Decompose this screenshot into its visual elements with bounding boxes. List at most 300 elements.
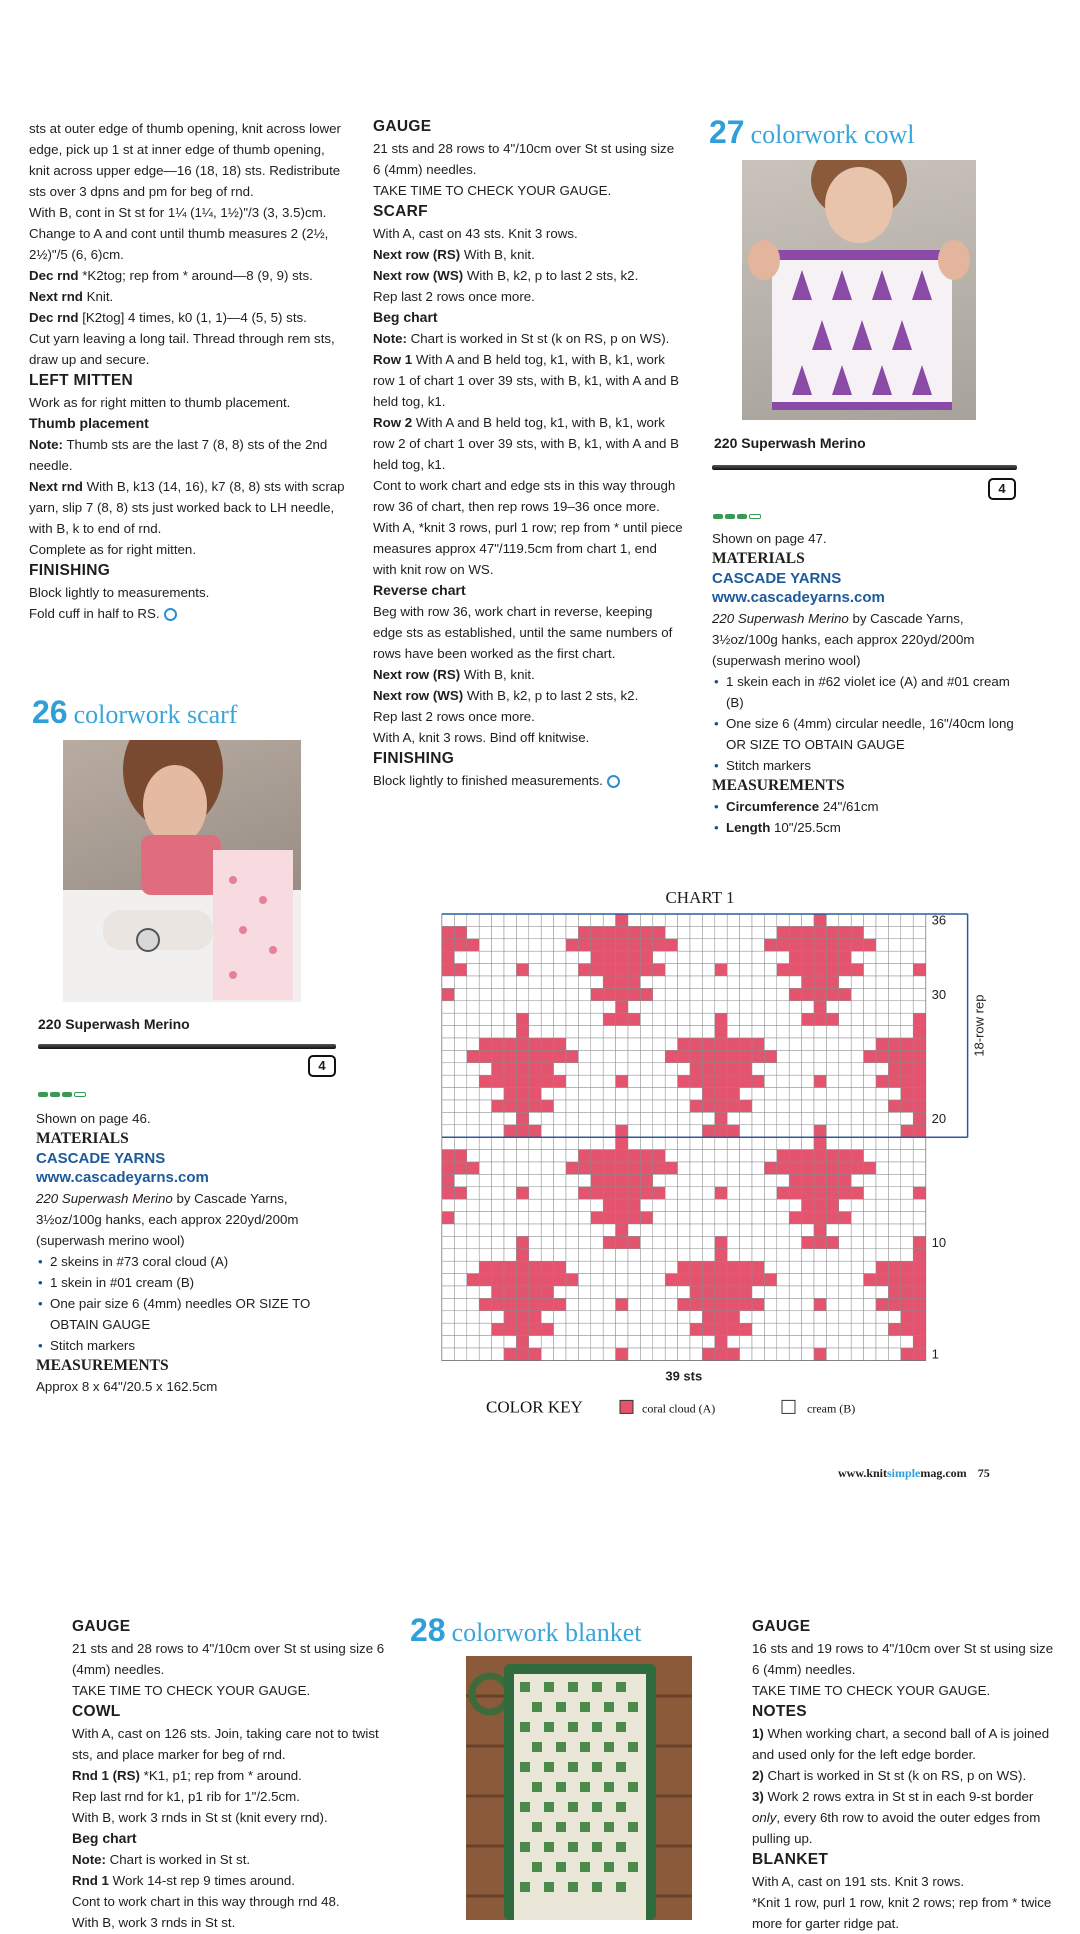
chart-cell bbox=[901, 1174, 913, 1186]
chart-cell bbox=[888, 1199, 900, 1211]
chart-cell bbox=[864, 1187, 876, 1199]
chart-cell bbox=[616, 988, 628, 1000]
chart-cell bbox=[665, 1336, 677, 1348]
chart-cell bbox=[702, 951, 714, 963]
chart-cell bbox=[653, 1162, 665, 1174]
chart-cell bbox=[616, 1026, 628, 1038]
chart-cell bbox=[492, 1026, 504, 1038]
chart-cell bbox=[578, 926, 590, 938]
chart-cell bbox=[802, 1298, 814, 1310]
label: 1) bbox=[752, 1726, 764, 1741]
chart-cell bbox=[888, 1100, 900, 1112]
chart-cell bbox=[454, 1162, 466, 1174]
label: Next row (RS) bbox=[373, 667, 461, 682]
chart-cell bbox=[913, 1336, 925, 1348]
chart-cell bbox=[454, 1075, 466, 1087]
chart-cell bbox=[529, 1150, 541, 1162]
chart-cell bbox=[541, 1100, 553, 1112]
brand-url[interactable]: www.cascadeyarns.com bbox=[36, 1169, 209, 1186]
materials-list bbox=[712, 671, 1024, 776]
chart-cell bbox=[442, 1323, 454, 1335]
chart-cell bbox=[864, 1249, 876, 1261]
chart-cell bbox=[516, 1224, 528, 1236]
chart-cell bbox=[690, 1236, 702, 1248]
paragraph: TAKE TIME TO CHECK YOUR GAUGE. bbox=[752, 1683, 991, 1698]
chart-cell bbox=[814, 939, 826, 951]
chart-cell bbox=[702, 1298, 714, 1310]
chart-cell bbox=[814, 1100, 826, 1112]
chart-cell bbox=[876, 1298, 888, 1310]
chart-cell bbox=[554, 1100, 566, 1112]
subheading: Beg chart bbox=[373, 309, 438, 325]
chart-cell bbox=[665, 1286, 677, 1298]
chart-cell bbox=[690, 1026, 702, 1038]
chart-cell bbox=[479, 1125, 491, 1137]
chart-cell bbox=[467, 964, 479, 976]
chart-cell bbox=[888, 951, 900, 963]
chart-cell bbox=[479, 1088, 491, 1100]
chart-cell bbox=[578, 1075, 590, 1087]
chart-cell bbox=[789, 1075, 801, 1087]
chart-cell bbox=[640, 1050, 652, 1062]
chart-cell bbox=[864, 1236, 876, 1248]
chart-cell bbox=[913, 914, 925, 926]
chart-cell bbox=[578, 1001, 590, 1013]
chart-cell bbox=[678, 1125, 690, 1137]
chart-cell bbox=[851, 1150, 863, 1162]
chart-cell bbox=[541, 976, 553, 988]
chart-cell bbox=[913, 1199, 925, 1211]
chart-cell bbox=[640, 1336, 652, 1348]
chart-cell bbox=[802, 1212, 814, 1224]
chart-cell bbox=[876, 1038, 888, 1050]
chart-cell bbox=[454, 1199, 466, 1211]
chart-cell bbox=[566, 1013, 578, 1025]
text: Chart is worked in St st. bbox=[105, 1852, 251, 1867]
chart-cell bbox=[653, 1088, 665, 1100]
chart-cell bbox=[454, 1323, 466, 1335]
chart-cell bbox=[628, 1050, 640, 1062]
chart-cell bbox=[554, 1224, 566, 1236]
chart-cell bbox=[454, 1125, 466, 1137]
chart-cell bbox=[566, 1100, 578, 1112]
chart-cell bbox=[591, 976, 603, 988]
chart-cell bbox=[504, 1150, 516, 1162]
chart-cell bbox=[665, 1026, 677, 1038]
chart-cell bbox=[764, 914, 776, 926]
chart-cell bbox=[516, 1274, 528, 1286]
chart-cell bbox=[740, 1261, 752, 1273]
chart-cell bbox=[752, 1137, 764, 1149]
chart-cell bbox=[516, 1050, 528, 1062]
chart-cell bbox=[628, 914, 640, 926]
chart-cell bbox=[603, 1100, 615, 1112]
paragraph: TAKE TIME TO CHECK YOUR GAUGE. bbox=[72, 1683, 311, 1698]
label: Circumference bbox=[726, 799, 820, 814]
chart-cell bbox=[516, 1112, 528, 1124]
paragraph: Block lightly to measurements. bbox=[29, 585, 210, 600]
chart-cell bbox=[888, 1348, 900, 1360]
chart-cell bbox=[479, 1298, 491, 1310]
chart-cell bbox=[454, 1001, 466, 1013]
chart-cell bbox=[851, 1013, 863, 1025]
chart-cell bbox=[529, 976, 541, 988]
chart-cell bbox=[578, 1174, 590, 1186]
chart-cell bbox=[752, 1187, 764, 1199]
chart-cell bbox=[479, 1112, 491, 1124]
chart-cell bbox=[901, 1038, 913, 1050]
brand-url[interactable]: www.cascadeyarns.com bbox=[712, 589, 885, 606]
chart-cell bbox=[591, 1100, 603, 1112]
chart-cell bbox=[690, 1075, 702, 1087]
chart-cell bbox=[467, 976, 479, 988]
chart-cell bbox=[876, 1261, 888, 1273]
chart-cell bbox=[690, 1311, 702, 1323]
chart-cell bbox=[529, 1298, 541, 1310]
chart-cell bbox=[554, 1050, 566, 1062]
chart-cell bbox=[616, 1286, 628, 1298]
chart-cell bbox=[442, 1348, 454, 1360]
chart-cell bbox=[665, 1298, 677, 1310]
chart-cell bbox=[628, 1261, 640, 1273]
chart-cell bbox=[901, 1323, 913, 1335]
chart-cell bbox=[826, 1112, 838, 1124]
chart-cell bbox=[864, 1162, 876, 1174]
chart-cell bbox=[479, 1249, 491, 1261]
chart-cell bbox=[640, 1261, 652, 1273]
chart-cell bbox=[826, 1038, 838, 1050]
chart-cell bbox=[864, 1001, 876, 1013]
chart-cell bbox=[665, 964, 677, 976]
chart-cell bbox=[888, 1063, 900, 1075]
chart-cell bbox=[467, 1274, 479, 1286]
chart-cell bbox=[516, 1001, 528, 1013]
chart-cell bbox=[851, 1162, 863, 1174]
chart-cell bbox=[764, 926, 776, 938]
chart-cell bbox=[591, 988, 603, 1000]
chart-cell bbox=[826, 1336, 838, 1348]
chart-cell bbox=[789, 1286, 801, 1298]
chart-cell bbox=[876, 1286, 888, 1298]
chart-cell bbox=[740, 1162, 752, 1174]
chart-cell bbox=[690, 914, 702, 926]
chart-cell bbox=[554, 914, 566, 926]
chart-cell bbox=[516, 1298, 528, 1310]
chart-cell bbox=[504, 988, 516, 1000]
chart-cell bbox=[541, 1212, 553, 1224]
chart-cell bbox=[653, 914, 665, 926]
chart-cell bbox=[789, 1088, 801, 1100]
chart-cell bbox=[764, 1013, 776, 1025]
chart-cell bbox=[516, 988, 528, 1000]
chart-cell bbox=[888, 1187, 900, 1199]
chart-cell bbox=[678, 1323, 690, 1335]
chart-cell bbox=[578, 1261, 590, 1273]
chart-cell bbox=[876, 1162, 888, 1174]
chart-cell bbox=[479, 1001, 491, 1013]
chart-cell bbox=[789, 1063, 801, 1075]
chart-cell bbox=[839, 1026, 851, 1038]
chart-cell bbox=[628, 1249, 640, 1261]
chart-cell bbox=[864, 1150, 876, 1162]
chart-cell bbox=[802, 1162, 814, 1174]
chart-cell bbox=[740, 1199, 752, 1211]
chart-cell bbox=[888, 988, 900, 1000]
chart-cell bbox=[802, 914, 814, 926]
chart-cell bbox=[764, 988, 776, 1000]
chart-cell bbox=[777, 1150, 789, 1162]
chart-cell bbox=[591, 1038, 603, 1050]
chart-cell bbox=[901, 1212, 913, 1224]
chart-cell bbox=[740, 1348, 752, 1360]
chart-cell bbox=[603, 939, 615, 951]
legend-label: coral cloud (A) bbox=[642, 1401, 716, 1416]
chart-cell bbox=[826, 1261, 838, 1273]
paragraph: Cut yarn leaving a long tail. Thread through rem sts, draw up and secure. bbox=[29, 331, 335, 367]
chart-cell bbox=[789, 1112, 801, 1124]
chart-cell bbox=[752, 1150, 764, 1162]
chart-cell bbox=[504, 1249, 516, 1261]
chart-cell bbox=[826, 1249, 838, 1261]
chart-cell bbox=[777, 1261, 789, 1273]
chart-cell bbox=[814, 1212, 826, 1224]
chart-cell bbox=[802, 1311, 814, 1323]
chart-cell bbox=[529, 1100, 541, 1112]
chart-cell bbox=[529, 939, 541, 951]
chart-cell bbox=[678, 1013, 690, 1025]
chart-cell bbox=[442, 1199, 454, 1211]
materials-heading: MATERIALS bbox=[36, 1130, 129, 1147]
chart-cell bbox=[851, 1336, 863, 1348]
chart-cell bbox=[640, 1100, 652, 1112]
chart-cell bbox=[541, 1336, 553, 1348]
text: [K2tog] 4 times, k0 (1, 1)—4 (5, 5) sts. bbox=[78, 310, 307, 325]
chart-cell bbox=[467, 1298, 479, 1310]
chart-cell bbox=[591, 1249, 603, 1261]
chart-cell bbox=[578, 1323, 590, 1335]
chart-cell bbox=[591, 1261, 603, 1273]
chart-cell bbox=[913, 964, 925, 976]
bottom-right-column bbox=[752, 1616, 1060, 1934]
chart-cell bbox=[516, 939, 528, 951]
chart-cell bbox=[777, 1212, 789, 1224]
chart-cell bbox=[702, 1050, 714, 1062]
chart-cell bbox=[913, 1274, 925, 1286]
paragraph bbox=[373, 685, 683, 706]
chart-cell bbox=[566, 1249, 578, 1261]
chart-cell bbox=[566, 951, 578, 963]
chart-cell bbox=[764, 1348, 776, 1360]
chart-cell bbox=[566, 1174, 578, 1186]
chart-cell bbox=[529, 964, 541, 976]
chart-cell bbox=[777, 1125, 789, 1137]
chart-cell bbox=[777, 1274, 789, 1286]
scarf-materials bbox=[36, 1108, 346, 1397]
chart-cell bbox=[764, 1125, 776, 1137]
chart-cell bbox=[913, 1125, 925, 1137]
chart-cell bbox=[504, 1137, 516, 1149]
chart-cell bbox=[467, 1224, 479, 1236]
chart-cell bbox=[603, 1088, 615, 1100]
chart-cell bbox=[504, 1075, 516, 1087]
row-label: 20 bbox=[931, 1110, 947, 1126]
chart-cell bbox=[467, 1112, 479, 1124]
chart-cell bbox=[789, 1162, 801, 1174]
list-item bbox=[726, 817, 1024, 838]
chart-cell bbox=[578, 1199, 590, 1211]
chart-cell bbox=[665, 1001, 677, 1013]
chart-cell bbox=[901, 1236, 913, 1248]
chart-cell bbox=[740, 1001, 752, 1013]
chart-cell bbox=[802, 1137, 814, 1149]
chart-cell bbox=[702, 1088, 714, 1100]
chart-cell bbox=[504, 1274, 516, 1286]
chart-cell bbox=[752, 1323, 764, 1335]
chart-cell bbox=[814, 1013, 826, 1025]
chart-cell bbox=[566, 1236, 578, 1248]
chart-cell bbox=[529, 1112, 541, 1124]
repeat-label: 18-row rep bbox=[971, 994, 987, 1057]
chart-cell bbox=[752, 1013, 764, 1025]
chart-cell bbox=[516, 1125, 528, 1137]
chart-cell bbox=[591, 1224, 603, 1236]
chart-cell bbox=[603, 1236, 615, 1248]
chart-cell bbox=[492, 1063, 504, 1075]
chart-cell bbox=[541, 951, 553, 963]
chart-cell bbox=[802, 1336, 814, 1348]
chart-cell bbox=[690, 976, 702, 988]
chart-cell bbox=[541, 1026, 553, 1038]
chart-cell bbox=[715, 1336, 727, 1348]
chart-cell bbox=[454, 1249, 466, 1261]
chart-cell bbox=[504, 1261, 516, 1273]
chart-cell bbox=[702, 1001, 714, 1013]
chart-cell bbox=[640, 1162, 652, 1174]
chart-cell bbox=[864, 988, 876, 1000]
paragraph: 16 sts and 19 rows to 4"/10cm over St st using size 6 (4mm) needles. bbox=[752, 1641, 1054, 1677]
chart-cell bbox=[628, 1001, 640, 1013]
chart-cell bbox=[529, 1013, 541, 1025]
chart-cell bbox=[851, 1298, 863, 1310]
chart-cell bbox=[901, 1224, 913, 1236]
chart-cell bbox=[653, 1150, 665, 1162]
chart-cell bbox=[752, 1125, 764, 1137]
chart-cell bbox=[640, 1311, 652, 1323]
chart-cell bbox=[851, 1348, 863, 1360]
chart-cell bbox=[529, 1236, 541, 1248]
chart-cell bbox=[467, 1075, 479, 1087]
chart-cell bbox=[653, 1311, 665, 1323]
chart-cell bbox=[653, 1249, 665, 1261]
chart-cell bbox=[566, 926, 578, 938]
left-column bbox=[29, 118, 345, 624]
chart-cell bbox=[901, 1311, 913, 1323]
section-heading: FINISHING bbox=[373, 750, 455, 767]
chart-cell bbox=[467, 1174, 479, 1186]
project-number: 27 bbox=[709, 114, 745, 150]
chart-cell bbox=[665, 1249, 677, 1261]
yarn-italic: 220 Superwash Merino bbox=[36, 1191, 173, 1206]
label: Note: bbox=[373, 331, 407, 346]
chart-cell bbox=[764, 1298, 776, 1310]
chart-cell bbox=[516, 1137, 528, 1149]
site-url-pre: www.knit bbox=[838, 1466, 888, 1480]
chart-cell bbox=[504, 1298, 516, 1310]
chart-cell bbox=[603, 1050, 615, 1062]
chart-cell bbox=[764, 1187, 776, 1199]
chart-cell bbox=[839, 1249, 851, 1261]
chart-cell bbox=[777, 939, 789, 951]
chart-cell bbox=[616, 964, 628, 976]
chart-cell bbox=[640, 1125, 652, 1137]
chart-cell bbox=[764, 1112, 776, 1124]
chart-cell bbox=[826, 1323, 838, 1335]
chart-cell bbox=[864, 1323, 876, 1335]
chart-cell bbox=[541, 1348, 553, 1360]
chart-cell bbox=[467, 1088, 479, 1100]
chart-cell bbox=[591, 1137, 603, 1149]
chart-cell bbox=[653, 1125, 665, 1137]
section-heading: LEFT MITTEN bbox=[29, 372, 134, 389]
chart-cell bbox=[578, 1274, 590, 1286]
chart-cell bbox=[603, 1323, 615, 1335]
chart-cell bbox=[764, 1150, 776, 1162]
chart-cell bbox=[727, 1088, 739, 1100]
chart-cell bbox=[727, 1336, 739, 1348]
chart-cell bbox=[616, 1150, 628, 1162]
chart-cell bbox=[665, 976, 677, 988]
chart-cell bbox=[913, 926, 925, 938]
chart-cell bbox=[678, 976, 690, 988]
chart-cell bbox=[678, 988, 690, 1000]
chart-cell bbox=[541, 1075, 553, 1087]
chart-cell bbox=[702, 914, 714, 926]
chart-cell bbox=[764, 1249, 776, 1261]
chart-cell bbox=[566, 1001, 578, 1013]
chart-cell bbox=[554, 976, 566, 988]
chart-cell bbox=[777, 1249, 789, 1261]
chart-cell bbox=[851, 914, 863, 926]
chart-cell bbox=[678, 1137, 690, 1149]
chart-cell bbox=[640, 1224, 652, 1236]
chart-cell bbox=[715, 1137, 727, 1149]
chart-cell bbox=[901, 1348, 913, 1360]
chart-cell bbox=[678, 1199, 690, 1211]
paragraph bbox=[29, 603, 345, 624]
chart-cell bbox=[802, 1088, 814, 1100]
chart-cell bbox=[752, 1063, 764, 1075]
paragraph: With A, cast on 43 sts. Knit 3 rows. bbox=[373, 226, 578, 241]
chart-cell bbox=[715, 1112, 727, 1124]
chart-cell bbox=[740, 1063, 752, 1075]
chart-cell bbox=[492, 1224, 504, 1236]
chart-cell bbox=[826, 939, 838, 951]
label: Note: bbox=[72, 1852, 106, 1867]
chart-cell bbox=[727, 1199, 739, 1211]
chart-cell bbox=[616, 1199, 628, 1211]
chart-cell bbox=[665, 1038, 677, 1050]
chart-cell bbox=[851, 1236, 863, 1248]
chart-cell bbox=[802, 1038, 814, 1050]
chart-cell bbox=[504, 914, 516, 926]
project-name: colorwork scarf bbox=[73, 700, 238, 729]
chart-cell bbox=[578, 1311, 590, 1323]
chart-cell bbox=[541, 1125, 553, 1137]
section-heading: FINISHING bbox=[29, 562, 111, 579]
chart-cell bbox=[653, 1063, 665, 1075]
text: , every 6th row to avoid the outer edges from pulling up. bbox=[752, 1810, 1041, 1846]
chart-cell bbox=[764, 1274, 776, 1286]
